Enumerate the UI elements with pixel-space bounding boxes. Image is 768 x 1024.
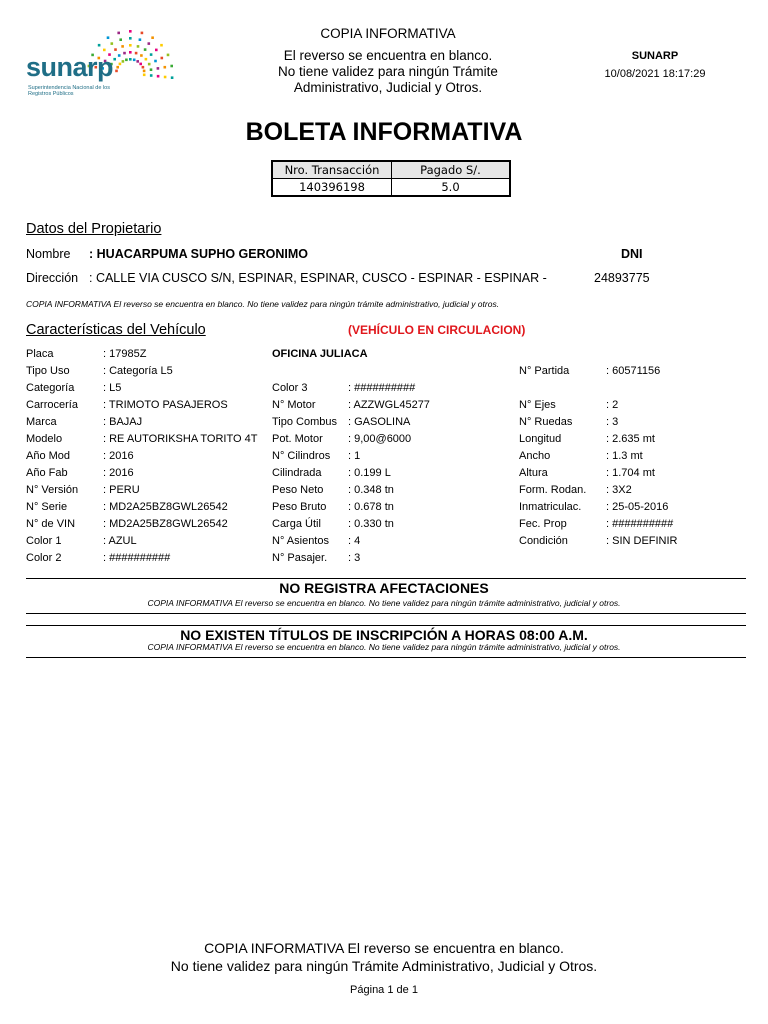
logo-dot	[129, 37, 132, 40]
logo-dot	[129, 44, 132, 47]
logo-dot	[129, 51, 132, 54]
vehicle-field-value: : SIN DEFINIR	[606, 535, 678, 547]
vehicle-field-value: : 25-05-2016	[606, 501, 669, 513]
vehicle-field-value: : 0.199 L	[348, 467, 391, 479]
logo-dot	[98, 44, 101, 47]
vehicle-field-label: Carga Útil	[272, 518, 321, 530]
vehicle-field-value: : AZUL	[103, 535, 137, 547]
logo-dot	[118, 54, 121, 57]
vehicle-field-value: : 0.348 tn	[348, 484, 394, 496]
divider-afectaciones-top	[26, 578, 746, 579]
vehicle-field-value: : 0.330 tn	[348, 518, 394, 530]
logo-dot	[123, 52, 126, 55]
paid-amount-value: 5.0	[392, 179, 511, 197]
owner-name-value: : HUACARPUMA SUPHO GERONIMO	[89, 247, 308, 261]
vehicle-field-label: Año Fab	[26, 467, 68, 479]
owner-note: COPIA INFORMATIVA El reverso se encuentra en blanco. No tiene validez para ningún trámite administrativo, judicial y otros.	[26, 299, 500, 309]
logo-dot	[144, 48, 147, 51]
transaction-number-header: Nro. Transacción	[272, 161, 392, 179]
logo-dot	[129, 58, 132, 61]
vehicle-field-value: : MD2A25BZ8GWL26542	[103, 518, 228, 530]
vehicle-field-label: Form. Rodan.	[519, 484, 587, 496]
vehicle-field-label: Color 2	[26, 552, 62, 564]
vehicle-field-label: Carrocería	[26, 399, 78, 411]
logo-dot	[150, 68, 153, 71]
logo-dot	[114, 48, 117, 51]
vehicle-field-value: : PERU	[103, 484, 140, 496]
logo-dot	[135, 52, 138, 55]
vehicle-field-label: Pot. Motor	[272, 433, 323, 445]
vehicle-section-title: Características del Vehículo	[26, 322, 206, 338]
transaction-number-value: 140396198	[272, 179, 392, 197]
vehicle-field-label: N° Ejes	[519, 399, 556, 411]
logo-dot	[107, 36, 110, 39]
transaction-table	[271, 160, 511, 197]
logo-dot	[143, 74, 146, 77]
vehicle-field-value: : RE AUTORIKSHA TORITO 4T	[103, 433, 258, 445]
logo-dot	[161, 57, 164, 60]
owner-address-label: Dirección	[26, 271, 79, 285]
owner-name-label: Nombre	[26, 247, 71, 261]
vehicle-field-value: : 4	[348, 535, 361, 547]
logo-dot	[157, 75, 160, 78]
vehicle-field-value: : 60571156	[606, 365, 661, 377]
vehicle-field-value: : 2016	[103, 450, 134, 462]
logo-dot	[113, 58, 116, 61]
vehicle-field-label: N° Pasajer.	[272, 552, 328, 564]
afectaciones-note: COPIA INFORMATIVA El reverso se encuentra en blanco. No tiene validez para ningún trámite administrativo, judicial y otros.	[147, 598, 621, 608]
vehicle-status: (VEHÍCULO EN CIRCULACION)	[348, 323, 526, 337]
page-number: Página 1 de 1	[350, 984, 418, 996]
titulos-note: COPIA INFORMATIVA El reverso se encuentra en blanco. No tiene validez para ningún trámite administrativo, judicial y otros.	[147, 642, 621, 652]
logo-dot	[115, 70, 118, 73]
document-title: BOLETA INFORMATIVA	[245, 118, 523, 146]
print-datetime: 10/08/2021 18:17:29	[604, 68, 706, 80]
divider-afectaciones-bottom	[26, 613, 746, 614]
vehicle-field-label: Fec. Prop	[519, 518, 567, 530]
vehicle-field-value: : 0.678 tn	[348, 501, 394, 513]
vehicle-field-value: : 1	[348, 450, 361, 462]
logo-dot	[111, 42, 114, 45]
logo-dot	[148, 42, 151, 45]
logo-dot	[157, 67, 160, 70]
org-name: SUNARP	[631, 50, 679, 62]
vehicle-field-label: Tipo Uso	[26, 365, 70, 377]
logo-dot	[125, 59, 128, 62]
vehicle-field-label: Color 3	[272, 382, 308, 394]
logo-dot	[140, 54, 143, 57]
logo-dot	[121, 45, 124, 48]
vehicle-field-label: Cilindrada	[272, 467, 322, 479]
dni-value: 24893775	[594, 271, 650, 285]
vehicle-field-value: : AZZWGL45277	[348, 399, 430, 411]
notice-line-1: El reverso se encuentra en blanco.	[283, 48, 493, 63]
vehicle-field-value: : 3	[606, 416, 619, 428]
vehicle-field-label: Longitud	[519, 433, 562, 445]
vehicle-field-value: : 1.3 mt	[606, 450, 643, 462]
logo-dot	[145, 58, 148, 61]
vehicle-field-label: Condición	[519, 535, 568, 547]
logo-dot	[119, 38, 122, 41]
divider-titulos-top	[26, 625, 746, 626]
vehicle-field-label: Tipo Combus	[272, 416, 338, 428]
logo-dot	[139, 38, 142, 41]
logo-dot	[167, 54, 170, 57]
vehicle-field-label: N° Partida	[519, 365, 570, 377]
logo-subtitle: Superintendencia Nacional de los Registros Públicos	[28, 85, 110, 97]
logo-dot	[136, 60, 139, 63]
logo-dot	[103, 49, 106, 52]
logo-dot	[139, 63, 142, 66]
vehicle-field-value: : MD2A25BZ8GWL26542	[103, 501, 228, 513]
vehicle-field-value: : GASOLINA	[348, 416, 411, 428]
logo-dot	[160, 44, 163, 47]
divider-titulos-bottom	[26, 657, 746, 658]
owner-section-title: Datos del Propietario	[26, 221, 162, 237]
vehicle-field-label: Año Mod	[26, 450, 71, 462]
titulos-title: NO EXISTEN TÍTULOS DE INSCRIPCIÓN A HORAS 08:00 A.M.	[180, 627, 588, 643]
vehicle-field-label: N° de VIN	[26, 518, 76, 530]
logo-dot	[171, 76, 174, 79]
vehicle-field-value: : 3	[348, 552, 361, 564]
vehicle-field-label: Peso Bruto	[272, 501, 327, 513]
office-name: OFICINA JULIACA	[272, 348, 368, 360]
vehicle-field-label: N° Cilindros	[272, 450, 331, 462]
logo-dot	[154, 60, 157, 63]
logo-dot	[155, 49, 158, 52]
vehicle-field-label: Modelo	[26, 433, 63, 445]
copia-title: COPIA INFORMATIVA	[320, 26, 456, 41]
vehicle-field-value: : 1.704 mt	[606, 467, 655, 479]
logo-dot	[170, 65, 173, 68]
vehicle-field-value: : 2.635 mt	[606, 433, 655, 445]
notice-line-3: Administrativo, Judicial y Otros.	[293, 80, 483, 95]
logo-dot	[133, 59, 136, 62]
paid-amount-header: Pagado S/.	[392, 161, 511, 179]
logo-dot	[129, 30, 132, 33]
logo-dot	[122, 60, 125, 63]
vehicle-field-value: : ##########	[348, 382, 416, 394]
vehicle-field-label: Placa	[26, 348, 54, 360]
notice-line-2: No tiene validez para ningún Trámite	[278, 64, 498, 79]
vehicle-field-value: : 3X2	[606, 484, 632, 496]
logo-dot	[151, 36, 154, 39]
logo-dot	[150, 74, 153, 77]
logo-dot	[116, 66, 119, 69]
vehicle-field-label: N° Motor	[272, 399, 316, 411]
logo-dot	[142, 66, 145, 69]
logo-dot	[164, 66, 167, 69]
vehicle-field-label: N° Serie	[26, 501, 68, 513]
vehicle-field-value: : 2	[606, 399, 619, 411]
logo-dot	[164, 76, 167, 79]
logo-dot	[148, 63, 151, 66]
vehicle-field-value: : 2016	[103, 467, 134, 479]
vehicle-field-label: Ancho	[519, 450, 551, 462]
owner-address-value: : CALLE VIA CUSCO S/N, ESPINAR, ESPINAR, CUSCO - ESPINAR - ESPINAR -	[89, 271, 547, 285]
logo-dot	[143, 70, 146, 73]
footer-line-1: COPIA INFORMATIVA El reverso se encuentra en blanco.	[204, 940, 564, 956]
logo-text: sunarp	[26, 52, 114, 82]
vehicle-field-value: : BAJAJ	[103, 416, 143, 428]
vehicle-field-label: Color 1	[26, 535, 62, 547]
dni-label: DNI	[621, 247, 643, 261]
vehicle-field-value: : ##########	[103, 552, 171, 564]
logo-dot	[141, 32, 144, 35]
vehicle-field-label: Peso Neto	[272, 484, 324, 496]
vehicle-field-value: : 9,00@6000	[348, 433, 412, 445]
vehicle-field-label: N° Asientos	[272, 535, 329, 547]
logo-dot	[117, 32, 120, 35]
vehicle-field-value: : L5	[103, 382, 122, 394]
footer-line-2: No tiene validez para ningún Trámite Administrativo, Judicial y Otros.	[170, 958, 598, 974]
logo-dot	[150, 53, 153, 56]
vehicle-field-value: : ##########	[606, 518, 674, 530]
vehicle-field-value: : TRIMOTO PASAJEROS	[103, 399, 228, 411]
vehicle-field-label: Altura	[519, 467, 548, 479]
vehicle-field-label: Marca	[26, 416, 57, 428]
vehicle-field-label: Inmatriculac.	[519, 501, 582, 513]
vehicle-field-label: Categoría	[26, 382, 75, 394]
afectaciones-title: NO REGISTRA AFECTACIONES	[279, 580, 489, 596]
vehicle-field-value: : 17985Z	[103, 348, 147, 360]
logo-dot	[119, 63, 122, 66]
vehicle-field-value: : Categoría L5	[103, 365, 173, 377]
vehicle-field-label: N° Ruedas	[519, 416, 573, 428]
logo-dot	[137, 45, 140, 48]
vehicle-field-label: N° Versión	[26, 484, 79, 496]
